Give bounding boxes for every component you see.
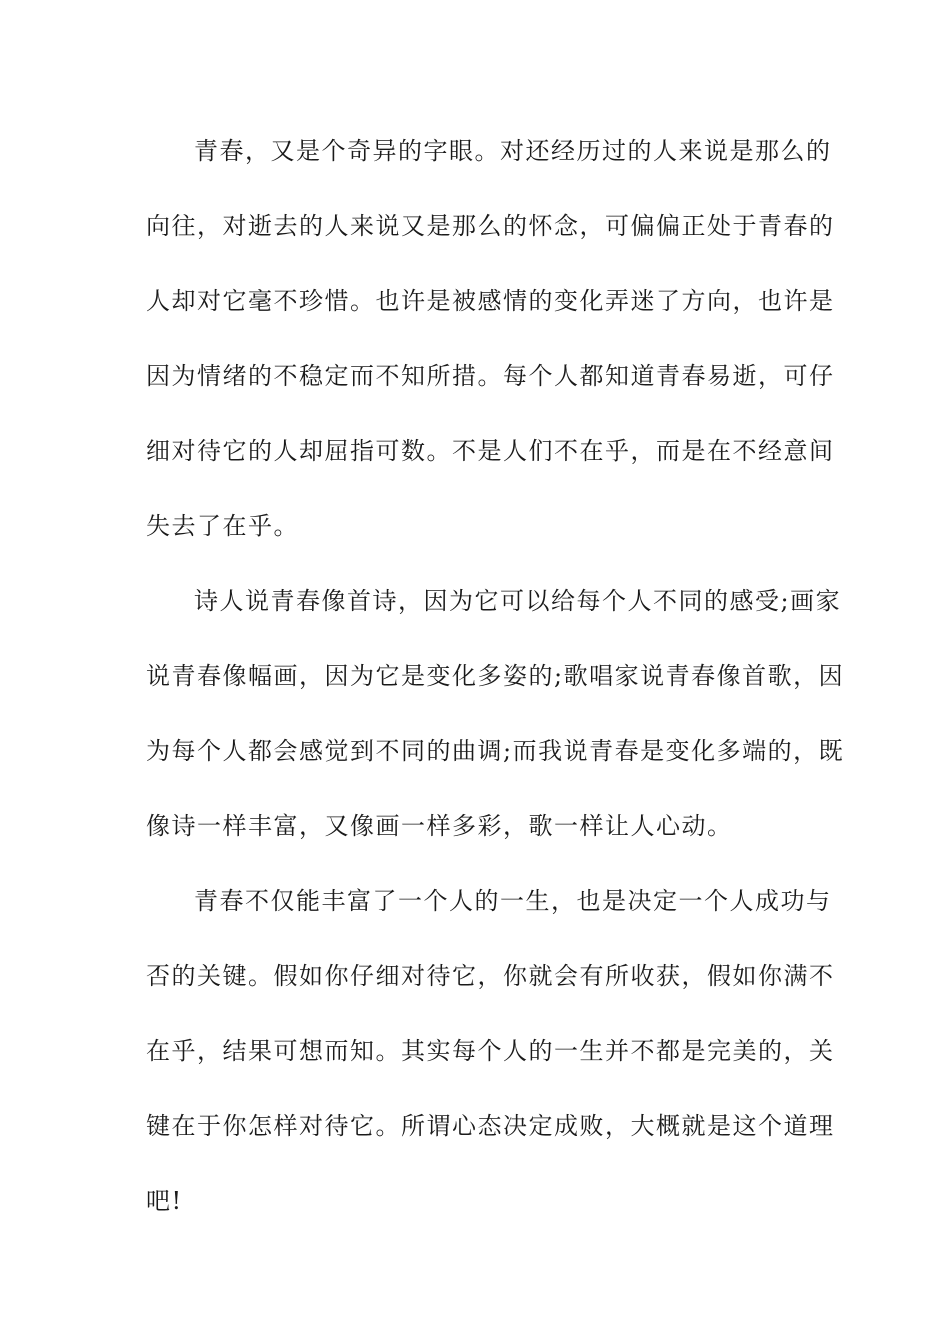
paragraph-3-line-5: 吧!	[146, 1187, 183, 1215]
paragraph-3-line-1: 青春不仅能丰富了一个人的一生，也是决定一个人成功与	[194, 887, 832, 915]
paragraph-2-line-1: 诗人说青春像首诗，因为它可以给每个人不同的感受;画家	[194, 587, 842, 615]
paragraph-1-line-6: 失去了在乎。	[146, 512, 299, 540]
paragraph-1-line-1: 青春，又是个奇异的字眼。对还经历过的人来说是那么的	[194, 137, 832, 165]
paragraph-2-line-2: 说青春像幅画，因为它是变化多姿的;歌唱家说青春像首歌，因	[146, 662, 845, 690]
paragraph-1-line-3: 人却对它毫不珍惜。也许是被感情的变化弄迷了方向，也许是	[146, 287, 835, 315]
paragraph-1-line-4: 因为情绪的不稳定而不知所措。每个人都知道青春易逝，可仔	[146, 362, 835, 390]
paragraph-3-line-4: 键在于你怎样对待它。所谓心态决定成败，大概就是这个道理	[146, 1112, 835, 1140]
paragraph-2-line-4: 像诗一样丰富，又像画一样多彩，歌一样让人心动。	[146, 812, 733, 840]
paragraph-1-line-2: 向往，对逝去的人来说又是那么的怀念，可偏偏正处于青春的	[146, 212, 835, 240]
paragraph-3-line-3: 在乎，结果可想而知。其实每个人的一生并不都是完美的，关	[146, 1037, 835, 1065]
paragraph-1-line-5: 细对待它的人却屈指可数。不是人们不在乎，而是在不经意间	[146, 437, 835, 465]
paragraph-2-line-3: 为每个人都会感觉到不同的曲调;而我说青春是变化多端的，既	[146, 737, 845, 765]
paragraph-3-line-2: 否的关键。假如你仔细对待它，你就会有所收获，假如你满不	[146, 962, 835, 990]
